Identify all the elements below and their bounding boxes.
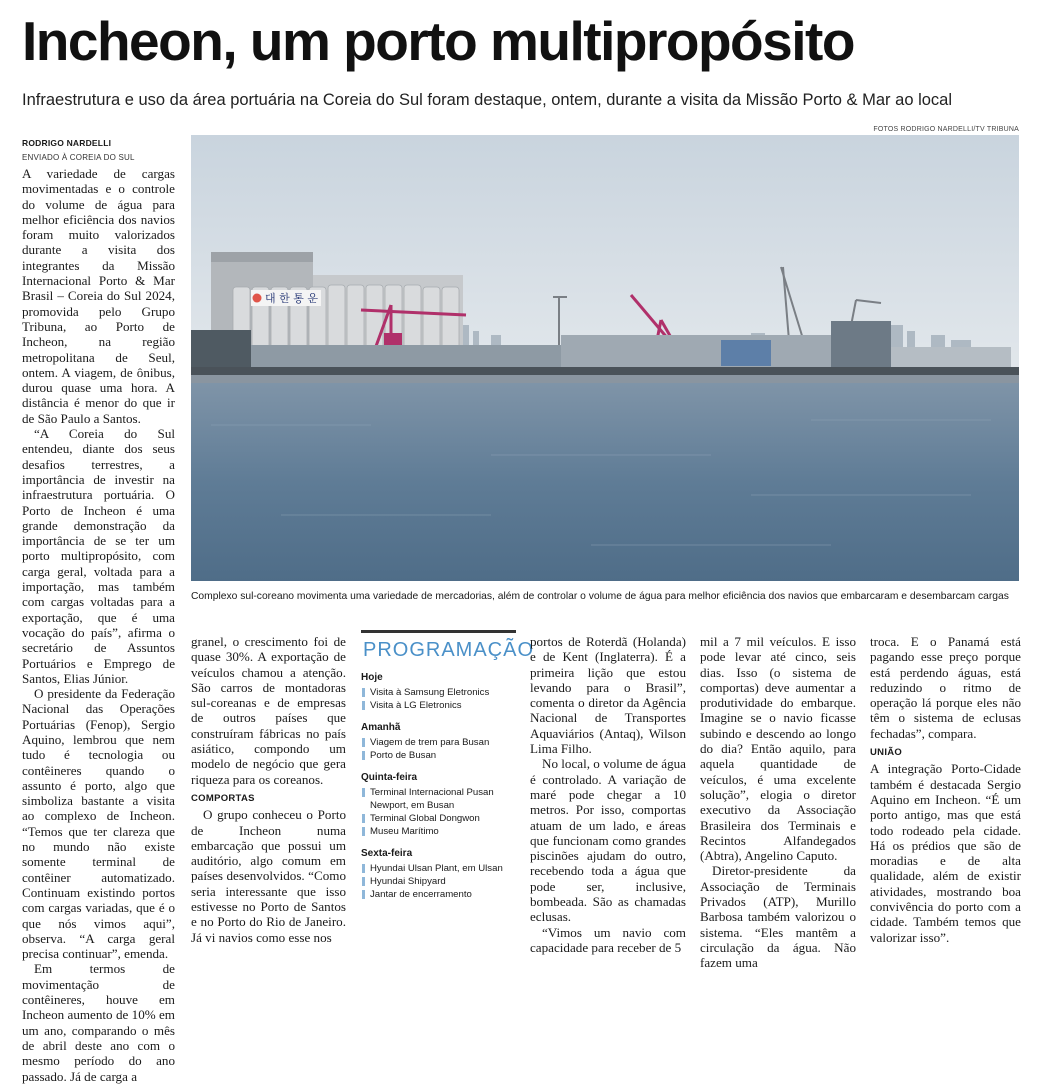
column-4 (530, 634, 686, 955)
section-heading: COMPORTAS (191, 792, 255, 804)
subheadline: Infraestrutura e uso da área portuária na Coreia do Sul foram destaque, ontem, durante a visita da Missão Porto & Mar ao local (22, 91, 953, 109)
column-5 (700, 634, 856, 971)
paragraph: O grupo conheceu o Porto de Incheon numa embarcação que possui um auditório, algo comum em países desenvolvidos. “Como seria interessante que isso estivesse no Porto de Santos e no Porto do Rio de Janeiro. Já vi navios como esse nos (191, 807, 346, 945)
schedule-day: Sexta-feira (361, 848, 413, 859)
column-1 (22, 166, 175, 1084)
sent-to: ENVIADO À COREIA DO SUL (22, 153, 135, 162)
byline: RODRIGO NARDELLI (22, 138, 112, 148)
schedule-day: Hoje (361, 672, 383, 683)
paragraph: O presidente da Federação Nacional das Operações Portuárias (Fenop), Sergio Aquino, lembrou que nem tudo é tecnologia ou contêineres quando o assunto é porto, algo que simboliza bastante a visita ao complexo de Incheon. “Temos que ter clareza que no mundo não existe somente terminal de contêiner automatizado. Continuam existindo portos com cargas variadas, que é o que nós vimos aqui”, observa. “A carga geral precisa continuar”, emenda. (22, 686, 175, 962)
photo-credit: FOTOS RODRIGO NARDELLI/TV TRIBUNA (873, 126, 1019, 133)
schedule-item: Visita à Samsung Eletronics (361, 686, 516, 699)
column-6 (870, 634, 1021, 945)
schedule-item: Hyundai Ulsan Plant, em Ulsan (361, 862, 516, 875)
schedule-item: Hyundai Shipyard (361, 875, 516, 888)
paragraph: A variedade de cargas movimentadas e o controle do volume de água para melhor eficiência dos navios foram muito valorizados durante a visita dos integrantes da Missão Internacional Porto & Mar Brasil – Coreia do Sul 2024, promovida pelo Grupo Tribuna, ao Porto de Incheon, na região metropolitana de Seul, ontem. A viagem, de ônibus, durou quase uma hora. A distância é menor do que ir de São Paulo a Santos. (22, 166, 175, 426)
port-photo (191, 135, 1019, 581)
paragraph: A integração Porto-Cidade também é destacada Sergio Aquino em Incheon. “É um porto antigo, mas que está todo rodeado pela cidade. Há os prédios que são de moradias e de alta qualidade, além de existir atividades, mostrando boa convivência do porto com a cidade. Também temos que valorizar isso”. (870, 761, 1021, 945)
paragraph: troca. E o Panamá está pagando esse preço porque está perdendo águas, está reduzindo o ritmo de operação lá porque eles não têm o sistema de eclusas fechadas”, compara. (870, 634, 1021, 741)
paragraph: Em termos de movimentação de contêineres, houve em Incheon aumento de 10% em um ano, comparando o mês de abril deste ano com o mesmo período do ano passado. Já de carga a (22, 961, 175, 1084)
schedule-day: Quinta-feira (361, 772, 418, 783)
paragraph: portos de Roterdã (Holanda) e de Kent (Inglaterra). É a primeira lição que estou levando para o Brasil”, comenta o diretor da Agência Nacional de Transportes Aquaviários (Antaq), Wilson Lima Filho. (530, 634, 686, 757)
paragraph: “Vimos um navio com capacidade para receber de 5 (530, 924, 686, 955)
paragraph: No local, o volume de água é controlado. A variação de maré pode chegar a 10 metros. Por isso, comportas atuam de um lado, e áreas que funcionam como grandes piscinões ajudam do outro, recebendo toda a água que pode ser, inclusive, bombeada. São as chamadas eclusas. (530, 756, 686, 925)
paragraph: “A Coreia do Sul entendeu, diante dos seus desafios terrestres, a importância de investir na infraestrutura portuária. O Porto de Incheon é uma grande demonstração da importância de se ter um porto multipropósito, com carga geral, voltada para a importação, mas também com cargas voltadas para a exportação, que é uma vocação do país”, afirma o secretário de Assuntos Portuários e Emprego de Santos, Elias Júnior. (22, 426, 175, 686)
schedule-item: Jantar de encerramento (361, 888, 516, 901)
schedule-item: Porto de Busan (361, 749, 516, 762)
photo-caption: Complexo sul-coreano movimenta uma variedade de mercadorias, além de controlar o volume de água para melhor eficiência dos navios que embarcaram e desembarcam cargas (191, 591, 1009, 602)
schedule-item: Terminal Global Dongwon (361, 812, 516, 825)
schedule-title: PROGRAMAÇÃO (363, 639, 535, 661)
paragraph: granel, o crescimento foi de quase 30%. A exportação de veículos chamou a atenção. São carros de montadoras sul-coreanas e de empresas de outros países que construíram fábricas no país asiático, compondo um modelo de negócio que gera riqueza para os coreanos. (191, 634, 346, 787)
paragraph: Diretor-presidente da Associação de Terminais Privados (ATP), Murillo Barbosa também valorizou o sistema. “Eles mantêm a circulação da água. Não fazem uma (700, 863, 856, 971)
schedule-item: Terminal Internacional Pusan Newport, em Busan (361, 786, 516, 812)
headline: Incheon, um porto multipropósito (22, 10, 854, 72)
paragraph: mil a 7 mil veículos. E isso pode levar até cinco, seis dias. Isso (o sistema de comportas) deve aumentar a produtividade do embarque. Imagine se o navio ficasse subindo e descendo ao longo do dia? Então aquilo, para aquela quantidade de veículos, é uma excelente solução”, elogia o diretor executivo da Associação Brasileira dos Terminais e Recintos Alfandegados (Abtra), Angelino Caputo. (700, 634, 856, 864)
column-2 (191, 634, 346, 945)
schedule-box (361, 630, 535, 901)
sign-text: 대 한 통 운 (265, 292, 318, 305)
schedule-item: Museu Marítimo (361, 825, 516, 838)
schedule-item: Viagem de trem para Busan (361, 736, 516, 749)
section-heading: UNIÃO (870, 747, 903, 759)
schedule-item: Visita à LG Eletronics (361, 699, 516, 712)
schedule-day: Amanhã (361, 722, 401, 733)
